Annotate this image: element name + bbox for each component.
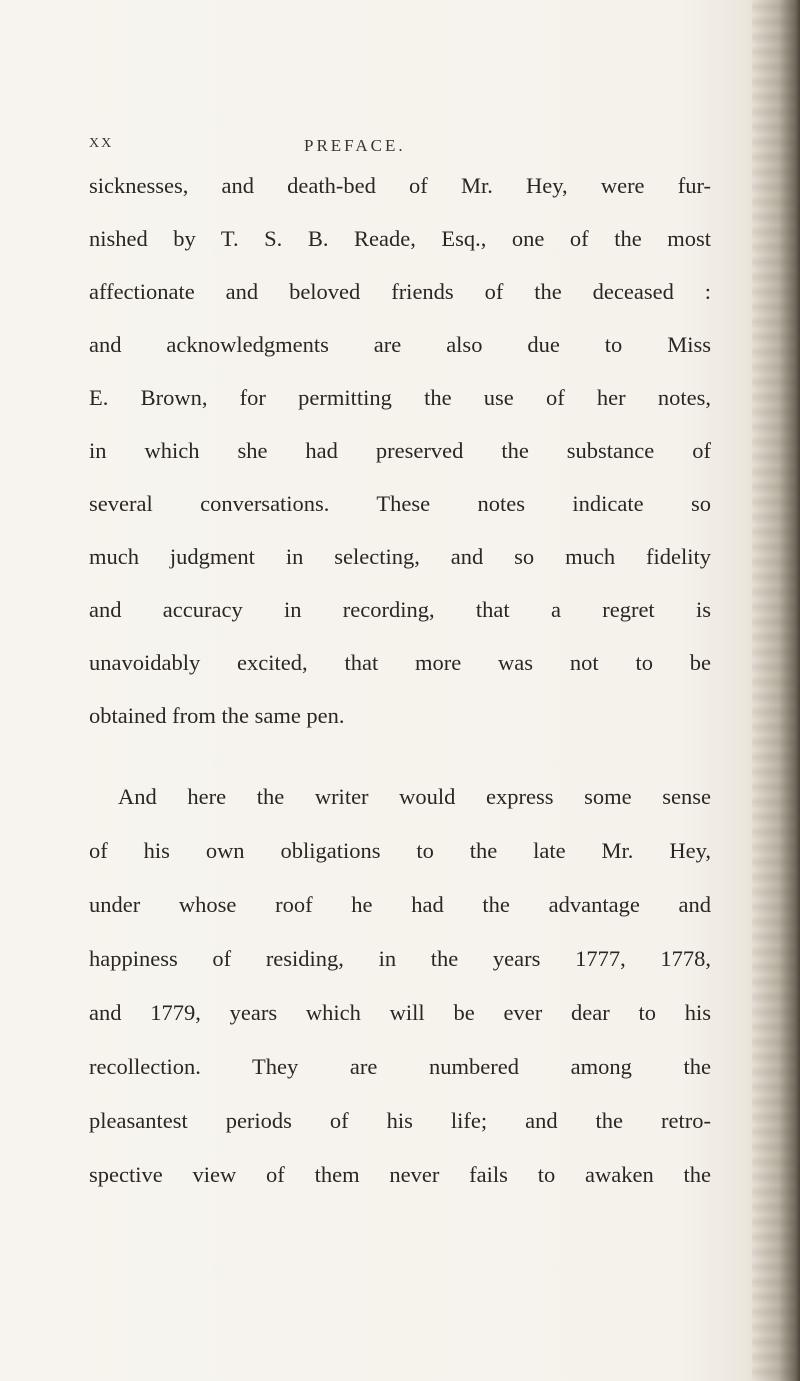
text-line: and acknowledgments are also due to Miss <box>89 332 711 357</box>
text-line: much judgment in selecting, and so much fidelity <box>89 544 711 569</box>
text-line: nished by T. S. B. Reade, Esq., one of the most <box>89 226 711 251</box>
text-line: and 1779, years which will be ever dear to his <box>89 1000 711 1025</box>
text-line: sicknesses, and death-bed of Mr. Hey, were fur- <box>89 173 711 198</box>
text-line: affectionate and beloved friends of the deceased : <box>89 279 711 304</box>
text-line: happiness of residing, in the years 1777, 1778, <box>89 946 711 971</box>
text-line: E. Brown, for permitting the use of her notes, <box>89 385 711 410</box>
text-line: recollection. They are numbered among the <box>89 1054 711 1079</box>
text-line: pleasantest periods of his life; and the retro- <box>89 1108 711 1133</box>
text-line: in which she had preserved the substance of <box>89 438 711 463</box>
text-line: of his own obligations to the late Mr. Hey, <box>89 838 711 863</box>
text-line: under whose roof he had the advantage and <box>89 892 711 917</box>
running-head-title: PREFACE. <box>304 136 406 155</box>
text-line: several conversations. These notes indicate so <box>89 491 711 516</box>
text-line: obtained from the same pen. <box>89 703 345 728</box>
page-number: XX <box>89 136 114 151</box>
text-line: spective view of them never fails to awaken the <box>89 1162 711 1187</box>
text-line: and accuracy in recording, that a regret is <box>89 597 711 622</box>
text-line: And here the writer would express some sense <box>118 784 711 809</box>
text-line: unavoidably excited, that more was not to be <box>89 650 711 675</box>
page-edge-shadow <box>752 0 800 1381</box>
